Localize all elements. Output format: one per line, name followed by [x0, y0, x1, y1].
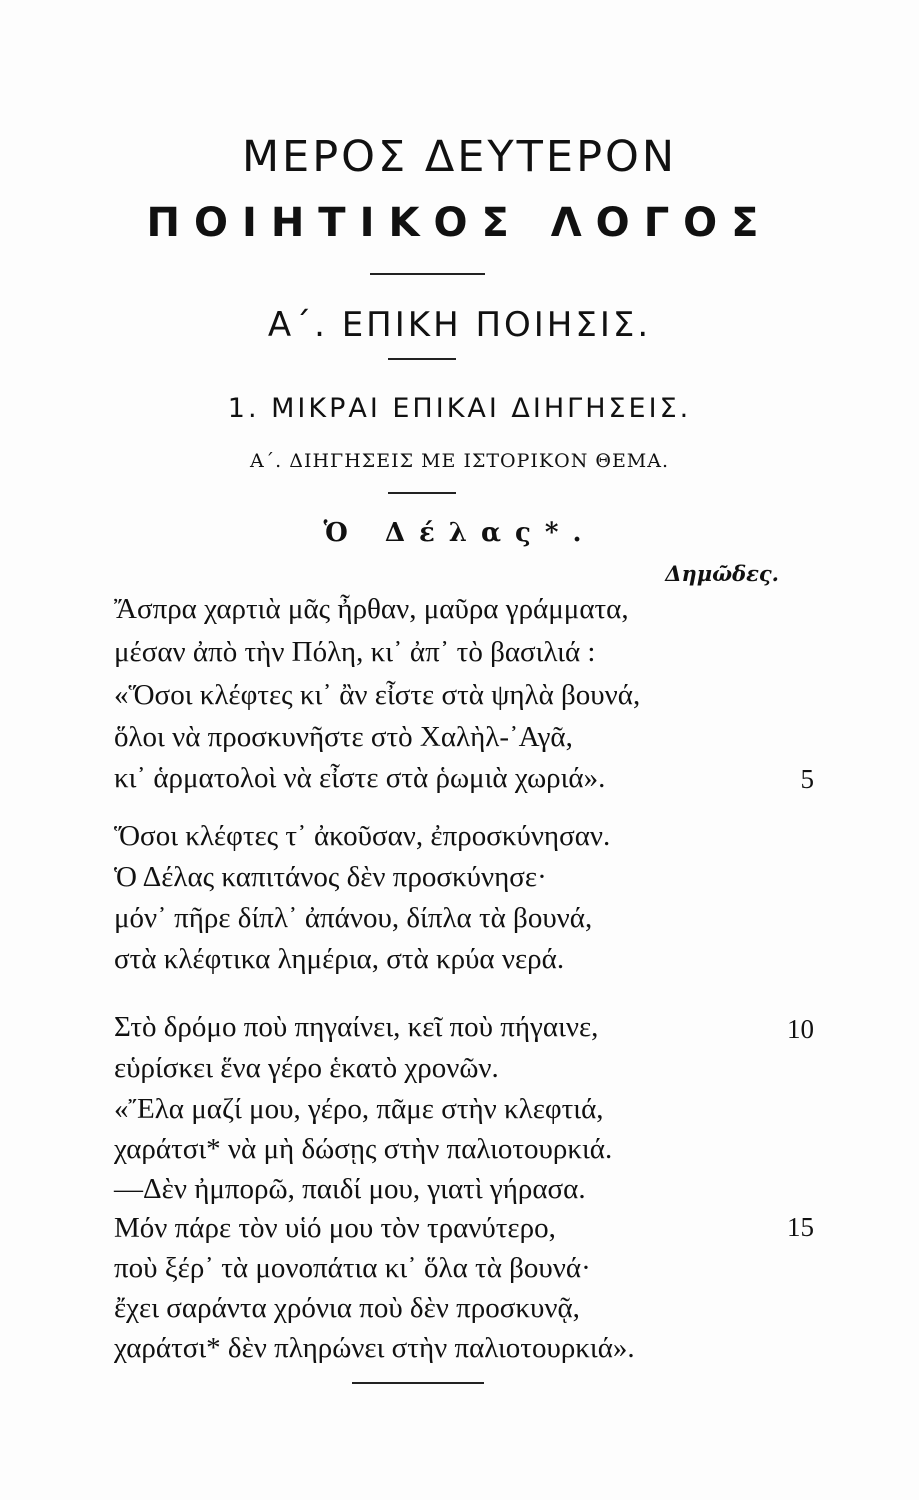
poem-line: χαράτσι* δὲν πληρώνει στὴν παλιοτουρκιά». [114, 1332, 635, 1364]
end-rule [352, 1382, 484, 1384]
line-number: 15 [787, 1212, 814, 1242]
poem-line: ὅλοι νὰ προσκυνῆστε στὸ Χαλὴλ-᾿Αγᾶ, [114, 721, 573, 753]
poem-line: Ἄσπρα χαρτιὰ μᾶς ἦρθαν, μαῦρα γράμματα, [114, 593, 629, 625]
poem-line: στὰ κλέφτικα λημέρια, στὰ κρύα νερά. [114, 943, 565, 975]
poem-line: μέσαν ἀπὸ τὴν Πόλη, κι᾿ ἀπ᾿ τὸ βασιλιά : [114, 636, 596, 668]
poem-line: Στὸ δρόμο ποὺ πηγαίνει, κεῖ ποὺ πήγαινε, [114, 1011, 599, 1043]
poem-line: εὑρίσκει ἕνα γέρο ἑκατὸ χρονῶν. [114, 1052, 499, 1084]
subsection-title: 1. ΜΙΚΡΑΙ ΕΠΙΚΑΙ ΔΙΗΓΗΣΕΙΣ. [227, 393, 692, 424]
line-number: 10 [787, 1014, 814, 1044]
category-title: Α΄. ΔΙΗΓΗΣΕΙΣ ΜΕ ΙΣΤΟΡΙΚΟΝ ΘΕΜΑ. [249, 450, 670, 472]
divider-rule [388, 358, 456, 360]
poem-line: χαράτσι* νὰ μὴ δώσῃς στὴν παλιοτουρκιά. [114, 1133, 613, 1165]
divider-rule [370, 273, 485, 275]
poem-line: Μόν πάρε τὸν υἱό μου τὸν τρανύτερο, [114, 1212, 556, 1244]
poem-line: —Δὲν ἠμπορῶ, παιδί μου, γιατὶ γήρασα. [114, 1173, 586, 1205]
poem-line: κι᾿ ἁρματολοὶ νὰ εἶστε στὰ ῥωμιὰ χωριά». [114, 762, 606, 794]
poem-line: «Ὅσοι κλέφτες κι᾿ ἂν εἶστε στὰ ψηλὰ βουνά, [114, 679, 641, 711]
poem-line: Ὁ Δέλας καπιτάνος δὲν προσκύνησε· [114, 861, 547, 893]
genre-title: ΠΟΙΗΤΙΚΟΣ ΛΟΓΟΣ [146, 200, 773, 246]
poem-line: «Ἔλα μαζί μου, γέρο, πᾶμε στὴν κλεφτιά, [114, 1093, 604, 1125]
divider-rule [388, 492, 456, 494]
poem-source: Δημῶδες. [665, 561, 779, 586]
poem-line: ἔχει σαράντα χρόνια ποὺ δὲν προσκυνᾷ, [114, 1292, 580, 1324]
part-title: ΜΕΡΟΣ ΔΕΥΤΕΡΟΝ [241, 132, 678, 182]
section-title: Α΄. ΕΠΙΚΗ ΠΟΙΗΣΙΣ. [267, 305, 652, 345]
poem-line: μόν᾿ πῆρε δίπλ᾿ ἀπάνου, δίπλα τὰ βουνά, [114, 902, 593, 934]
line-number: 5 [800, 764, 814, 794]
poem-line: Ὅσοι κλέφτες τ᾿ ἀκοῦσαν, ἐπροσκύνησαν. [114, 820, 611, 852]
poem-line: ποὺ ξέρ᾿ τὰ μονοπάτια κι᾿ ὅλα τὰ βουνά· [114, 1252, 591, 1284]
poem-title: Ὁ Δέλας*. [323, 518, 596, 548]
